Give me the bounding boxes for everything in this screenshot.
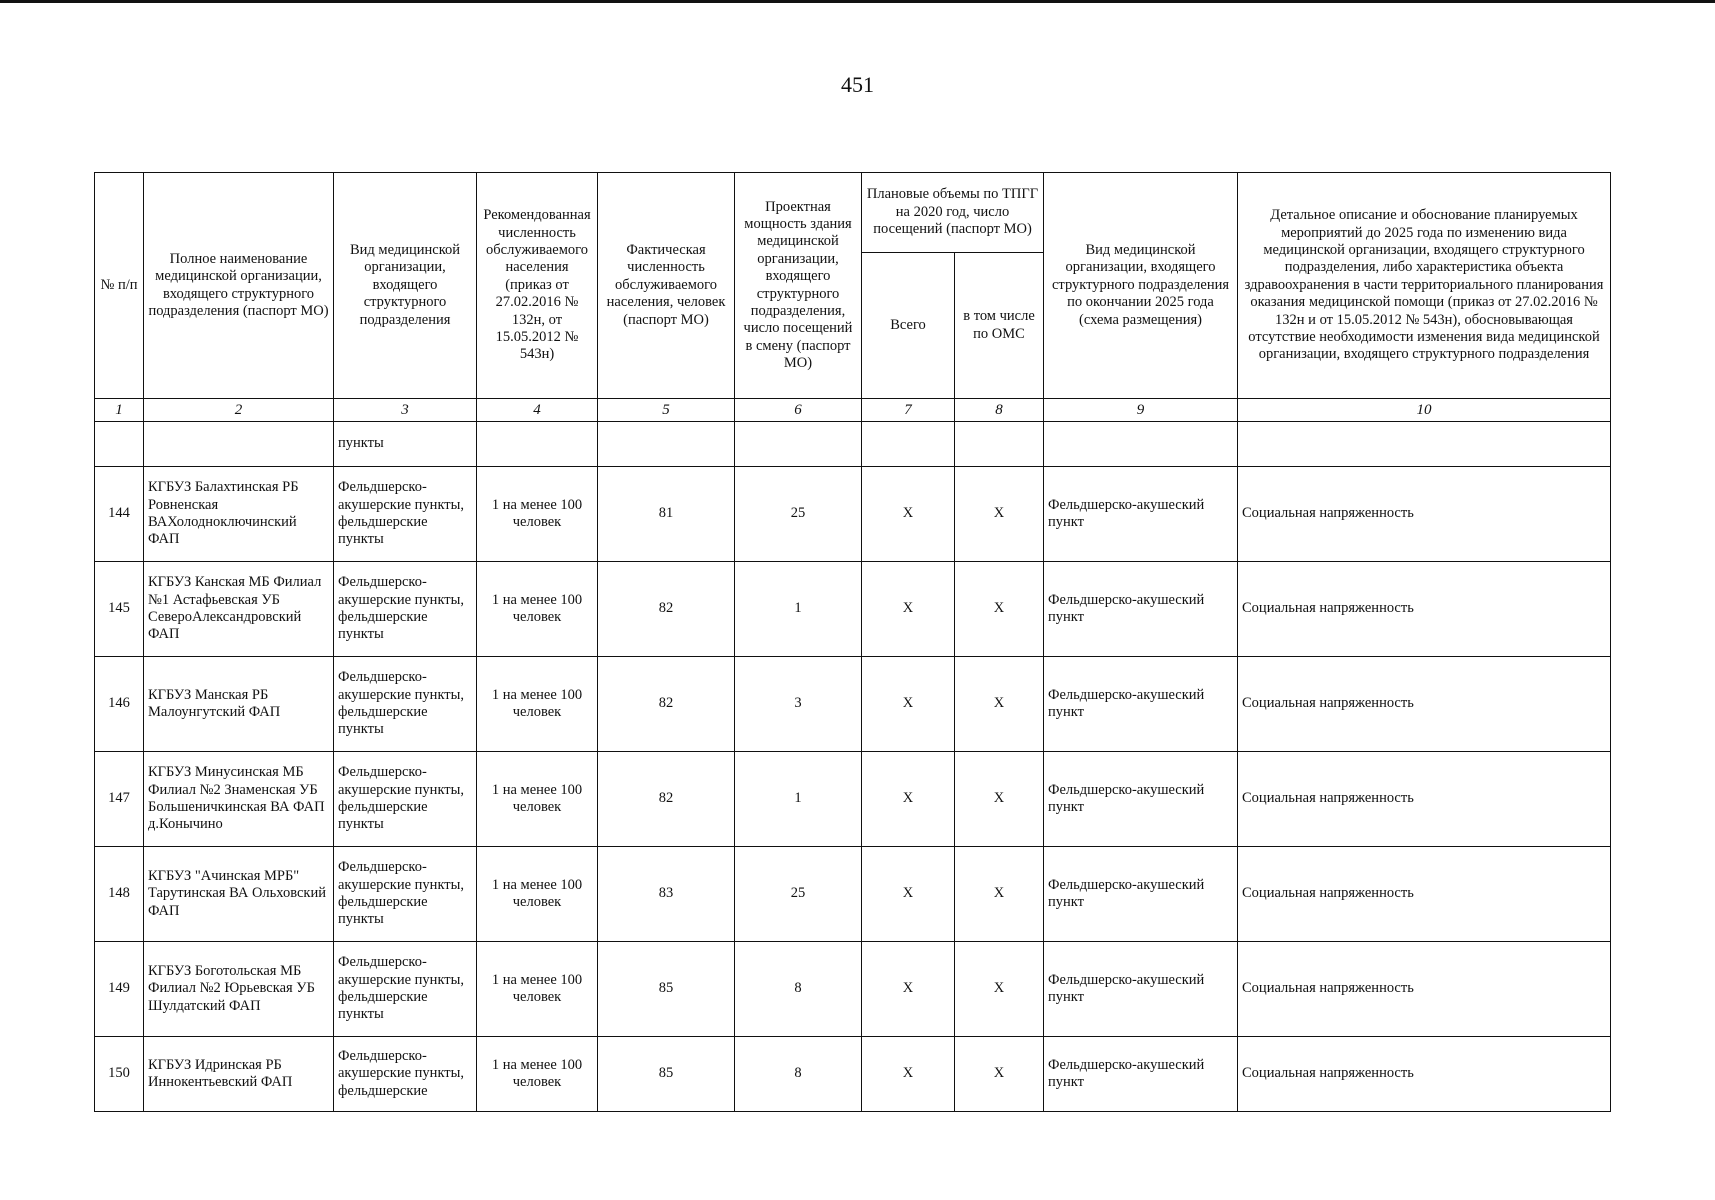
- actual-population: 85: [598, 942, 735, 1037]
- column-number: 2: [144, 399, 334, 422]
- continuation-row: [95, 422, 1611, 467]
- org-type-2025: Фельдшерско-акушеский пункт: [1044, 467, 1238, 562]
- header-planned-volumes: Плановые объемы по ТПГГ на 2020 год, число посещений (паспорт МО): [862, 173, 1044, 253]
- header-col-6: Проектная мощность здания медицинской организации, входящего структурного подразделения, число посещений в смену (паспорт МО): [735, 173, 862, 399]
- table-header: [95, 173, 1611, 422]
- header-col-1: № п/п: [95, 173, 144, 399]
- actual-population: 82: [598, 562, 735, 657]
- facilities-table: [94, 172, 1611, 1112]
- org-name: КГБУЗ "Ачинская МРБ" Тарутинская ВА Ольховский ФАП: [144, 847, 334, 942]
- column-number: 6: [735, 399, 862, 422]
- planned-total: X: [862, 752, 955, 847]
- recommended-population: 1 на менее 100 человек: [477, 467, 598, 562]
- row-number: 144: [95, 467, 144, 562]
- column-number: 7: [862, 399, 955, 422]
- planned-oms: X: [955, 562, 1044, 657]
- description: Социальная напряженность: [1238, 1037, 1611, 1112]
- column-number: 5: [598, 399, 735, 422]
- recommended-population: 1 на менее 100 человек: [477, 847, 598, 942]
- top-border: [0, 0, 1715, 3]
- table-row: [95, 657, 1611, 752]
- table-row: [95, 942, 1611, 1037]
- header-col-7: Всего: [862, 253, 955, 399]
- description: Социальная напряженность: [1238, 657, 1611, 752]
- actual-population: 82: [598, 657, 735, 752]
- header-col-2: Полное наименование медицинской организации, входящего структурного подразделения (паспорт МО): [144, 173, 334, 399]
- description: Социальная напряженность: [1238, 467, 1611, 562]
- planned-total: X: [862, 1037, 955, 1112]
- planned-total: X: [862, 657, 955, 752]
- org-type-2025: Фельдшерско-акушеский пункт: [1044, 847, 1238, 942]
- org-type: Фельдшерско-акушерские пункты, фельдшерские пункты: [334, 942, 477, 1037]
- recommended-population: 1 на менее 100 человек: [477, 1037, 598, 1112]
- actual-population: 85: [598, 1037, 735, 1112]
- org-type-2025: Фельдшерско-акушеский пункт: [1044, 1037, 1238, 1112]
- row-number: 145: [95, 562, 144, 657]
- org-name: КГБУЗ Балахтинская РБ Ровненская ВАХолодноключинский ФАП: [144, 467, 334, 562]
- table-row: [95, 562, 1611, 657]
- org-type: Фельдшерско-акушерские пункты, фельдшерские пункты: [334, 657, 477, 752]
- header-col-4: Рекомендованная численность обслуживаемого населения (приказ от 27.02.2016 № 132н, от 15.05.2012 № 543н): [477, 173, 598, 399]
- planned-oms: X: [955, 657, 1044, 752]
- column-number-row: [95, 399, 1611, 422]
- table-row: [95, 467, 1611, 562]
- description: Социальная напряженность: [1238, 942, 1611, 1037]
- org-type-2025: Фельдшерско-акушеский пункт: [1044, 752, 1238, 847]
- org-type: Фельдшерско-акушерские пункты, фельдшерские: [334, 1037, 477, 1112]
- page-number: 451: [841, 72, 874, 97]
- org-name: КГБУЗ Боготольская МБ Филиал №2 Юрьевская УБ Шулдатский ФАП: [144, 942, 334, 1037]
- design-capacity: 8: [735, 942, 862, 1037]
- design-capacity: 3: [735, 657, 862, 752]
- org-type: Фельдшерско-акушерские пункты, фельдшерские пункты: [334, 752, 477, 847]
- column-number: 3: [334, 399, 477, 422]
- column-number: 9: [1044, 399, 1238, 422]
- planned-oms: X: [955, 942, 1044, 1037]
- org-name: КГБУЗ Манская РБ Малоунгутский ФАП: [144, 657, 334, 752]
- design-capacity: 25: [735, 467, 862, 562]
- org-type: Фельдшерско-акушерские пункты, фельдшерские пункты: [334, 562, 477, 657]
- row-number: 146: [95, 657, 144, 752]
- planned-total: X: [862, 562, 955, 657]
- description: Социальная напряженность: [1238, 752, 1611, 847]
- actual-population: 82: [598, 752, 735, 847]
- design-capacity: 25: [735, 847, 862, 942]
- column-number: 8: [955, 399, 1044, 422]
- recommended-population: 1 на менее 100 человек: [477, 562, 598, 657]
- planned-oms: X: [955, 752, 1044, 847]
- planned-oms: X: [955, 1037, 1044, 1112]
- header-col-9: Вид медицинской организации, входящего структурного подразделения по окончании 2025 года (схема размещения): [1044, 173, 1238, 399]
- header-col-10: Детальное описание и обоснование планируемых мероприятий до 2025 года по изменению вида медицинской организации, входящего структурного подразделения, либо характеристика объекта здравоохранения в части территориального планирования оказания медицинской помощи (приказ от 27.02.2016 № 132н и от 15.05.2012 № 543н), обосновывающая отсутствие необходимости изменения вида медицинской организации, входящего структурного подразделения: [1238, 173, 1611, 399]
- row-number: 148: [95, 847, 144, 942]
- org-name: КГБУЗ Минусинская МБ Филиал №2 Знаменская УБ Большеничкинская ВА ФАП д.Конычино: [144, 752, 334, 847]
- description: Социальная напряженность: [1238, 562, 1611, 657]
- org-type: Фельдшерско-акушерские пункты, фельдшерские пункты: [334, 467, 477, 562]
- table-row: [95, 752, 1611, 847]
- table-row: [95, 1037, 1611, 1112]
- actual-population: 81: [598, 467, 735, 562]
- row-number: 147: [95, 752, 144, 847]
- planned-oms: X: [955, 847, 1044, 942]
- header-col-5: Фактическая численность обслуживаемого населения, человек (паспорт МО): [598, 173, 735, 399]
- row-number: 149: [95, 942, 144, 1037]
- design-capacity: 1: [735, 752, 862, 847]
- planned-oms: X: [955, 467, 1044, 562]
- description: Социальная напряженность: [1238, 847, 1611, 942]
- planned-total: X: [862, 847, 955, 942]
- actual-population: 83: [598, 847, 735, 942]
- org-name: КГБУЗ Канская МБ Филиал №1 Астафьевская УБ СевероАлександровский ФАП: [144, 562, 334, 657]
- org-type-2025: Фельдшерско-акушеский пункт: [1044, 657, 1238, 752]
- org-name: КГБУЗ Идринская РБ Иннокентьевский ФАП: [144, 1037, 334, 1112]
- column-number: 1: [95, 399, 144, 422]
- org-type-2025: Фельдшерско-акушеский пункт: [1044, 942, 1238, 1037]
- recommended-population: 1 на менее 100 человек: [477, 657, 598, 752]
- column-number: 10: [1238, 399, 1611, 422]
- planned-total: X: [862, 942, 955, 1037]
- design-capacity: 1: [735, 562, 862, 657]
- table-row: [95, 847, 1611, 942]
- header-col-8: в том числе по ОМС: [955, 253, 1044, 399]
- org-type-2025: Фельдшерско-акушеский пункт: [1044, 562, 1238, 657]
- header-col-3: Вид медицинской организации, входящего структурного подразделения: [334, 173, 477, 399]
- row-number: 150: [95, 1037, 144, 1112]
- column-number: 4: [477, 399, 598, 422]
- continuation-text: пункты: [334, 422, 477, 467]
- recommended-population: 1 на менее 100 человек: [477, 942, 598, 1037]
- recommended-population: 1 на менее 100 человек: [477, 752, 598, 847]
- design-capacity: 8: [735, 1037, 862, 1112]
- org-type: Фельдшерско-акушерские пункты, фельдшерские пункты: [334, 847, 477, 942]
- planned-total: X: [862, 467, 955, 562]
